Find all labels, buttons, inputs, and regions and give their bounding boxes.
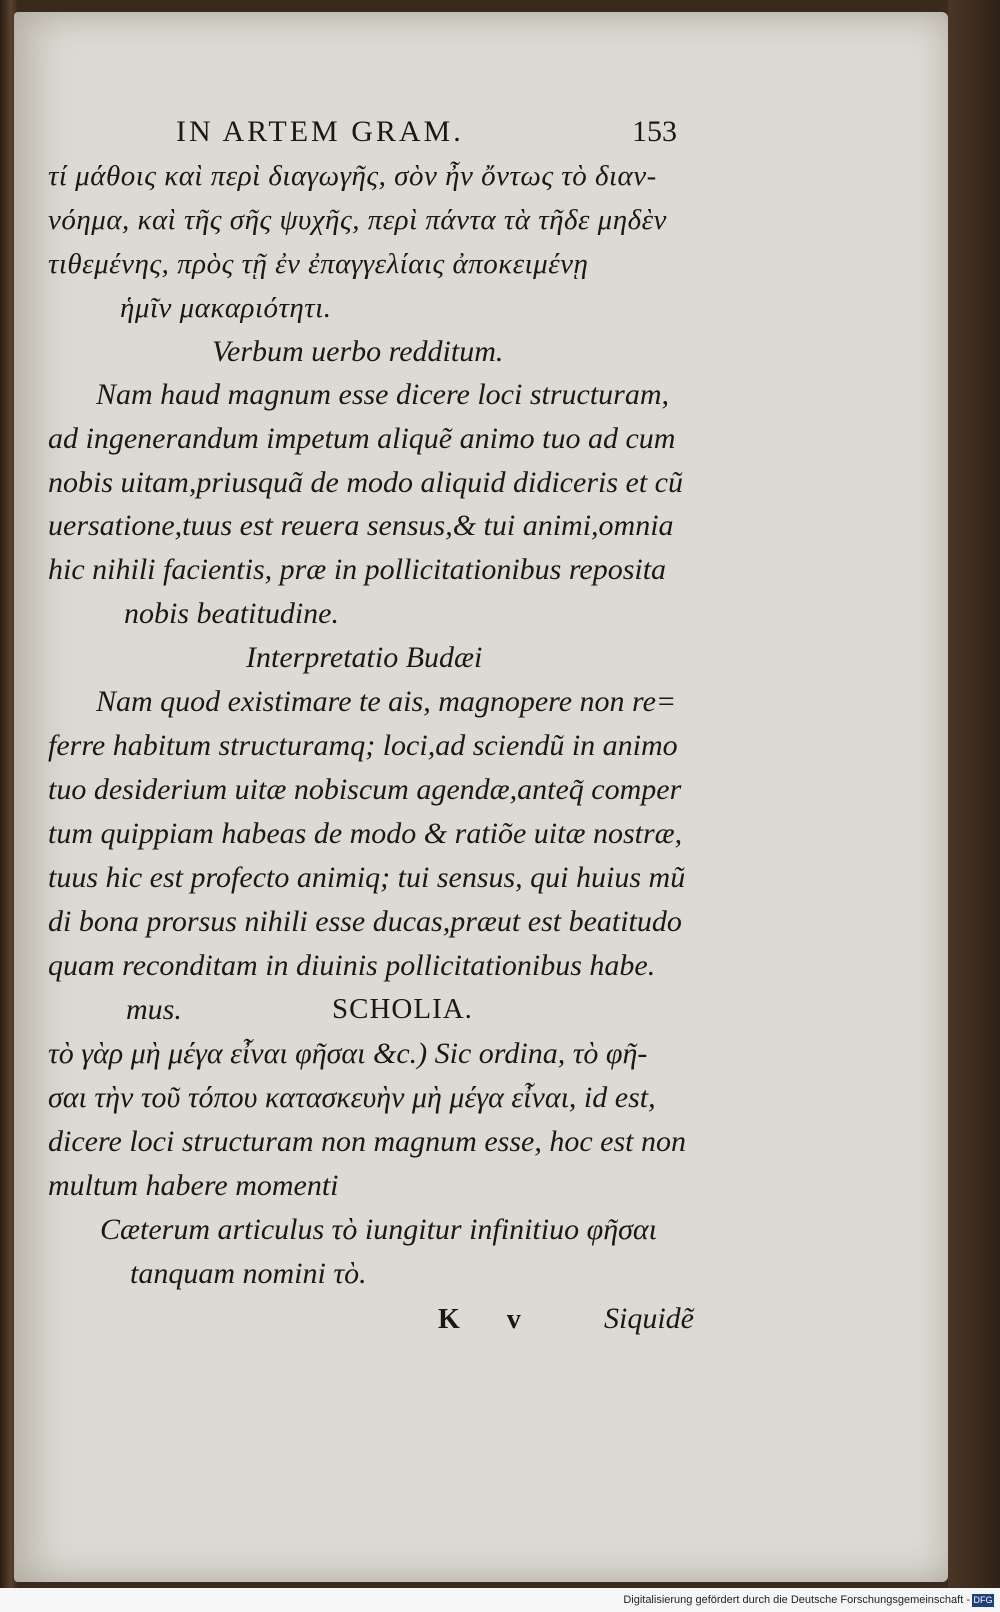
scholia-line: dicere loci structuram non magnum esse, hoc est non (48, 1125, 686, 1158)
verbum-line: uersatione,tuus est reuera sensus,& tui animi,omnia (48, 509, 674, 542)
verbum-line: Nam haud magnum esse dicere loci structuram, (96, 378, 669, 411)
book-page (14, 12, 948, 1582)
scholia-line: multum habere momenti (48, 1169, 339, 1202)
interpretatio-line: tuus hic est profecto animiq; tui sensus, qui huius mũ (48, 861, 686, 894)
greek-line: τί μάθοις καὶ περὶ διαγωγῆς, σὸν ἦν ὄντως τὸ διαν- (48, 160, 657, 192)
greek-line: τιθεμένης, πρὸς τῇ ἐν ἐπαγγελίαις ἀποκειμένῃ (48, 248, 589, 280)
verbum-line: nobis uitam,priusquã de modo aliquid didiceris et cũ (48, 466, 683, 499)
scholia-line: tanquam nomini τὸ. (130, 1257, 367, 1290)
footer-credit: Digitalisierung gefördert durch die Deutsche Forschungsgemeinschaft - (623, 1594, 970, 1606)
scholia-line: Cæterum articulus τὸ iungitur infinitiuo φῆσαι (100, 1213, 657, 1246)
interpretatio-line: ferre habitum structuramq; loci,ad sciendũ in animo (48, 729, 678, 762)
footer-band (0, 1588, 1000, 1612)
dfg-logo: DFG (973, 1595, 993, 1605)
verbum-heading: Verbum uerbo redditum. (212, 335, 504, 368)
catchword: Siquidẽ (604, 1302, 694, 1335)
greek-line: ἡμῖν μακαριότητι. (120, 292, 332, 324)
page-number: 153 (632, 115, 677, 148)
interpretatio-line: Nam quod existimare te ais, magnopere non re= (96, 685, 677, 718)
interpretatio-line: tuo desiderium uitæ nobiscum agendæ,anteq̃ comper (48, 773, 682, 806)
interpretatio-heading: Interpretatio Budæi (246, 641, 483, 674)
verbum-line: nobis beatitudine. (124, 597, 339, 630)
interpretatio-line: quam reconditam in diuinis pollicitationibus habe. (48, 949, 656, 982)
interpretatio-line: mus. (126, 993, 182, 1026)
scholia-line: τὸ γὰρ μὴ μέγα εἶναι φῆσαι &c.) Sic ordina, τὸ φῆ- (48, 1037, 648, 1070)
interpretatio-line: di bona prorsus nihili esse ducas,præut est beatitudo (48, 905, 682, 938)
running-title: IN ARTEM GRAM. (176, 115, 464, 148)
verbum-line: ad ingenerandum impetum aliquẽ animo tuo ad cum (48, 422, 676, 455)
verbum-line: hic nihili facientis, præ in pollicitationibus reposita (48, 553, 667, 586)
scholia-line: σαι τὴν τοῦ τόπου κατασκευὴν μὴ μέγα εἶναι, id est, (48, 1081, 656, 1114)
signature-mark: K v (438, 1304, 521, 1335)
interpretatio-line: tum quippiam habeas de modo & ratiõe uitæ nostræ, (48, 817, 683, 850)
page-right-edge (948, 0, 1000, 1590)
scholia-heading: SCHOLIA. (332, 993, 473, 1025)
greek-line: νόημα, καὶ τῆς σῆς ψυχῆς, περὶ πάντα τὰ τῆδε μηδὲν (48, 204, 667, 236)
